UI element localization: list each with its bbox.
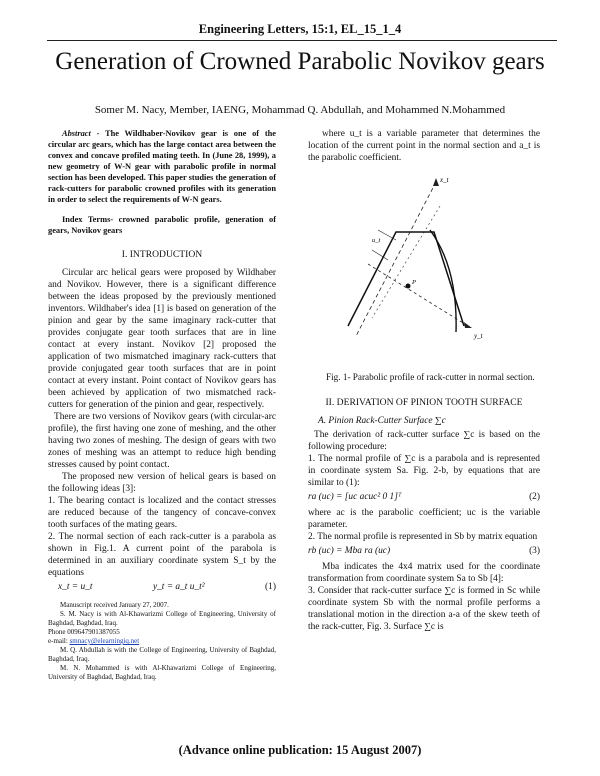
- footnote-email-line: [48, 637, 276, 646]
- point-p-marker: [406, 284, 411, 289]
- footnote-phone: Phone 009647901387055: [48, 628, 120, 636]
- yt-axis-line: [368, 264, 468, 326]
- equation-3-body: rb (uc) = Mba ra (uc): [308, 546, 391, 556]
- matrix-definition: Mba indicates the 4x4 matrix used for the coordinate transformation from coordinate system Sa to Sb [4]:: [308, 562, 540, 584]
- footnotes: [48, 601, 276, 682]
- yt-axis-arrow: [464, 322, 472, 328]
- figure-1-svg: [308, 168, 540, 368]
- equation-2: [308, 491, 540, 503]
- derivation-step-2: 2. The normal profile is represented in Sb by matrix equation: [308, 532, 538, 542]
- equation-3: [308, 545, 540, 557]
- equation-1-number: (1): [265, 582, 276, 592]
- abstract: [48, 128, 276, 205]
- xt-axis-line: [356, 182, 436, 336]
- ut-label: u_t: [372, 237, 381, 244]
- xt-axis-arrow: [433, 178, 439, 186]
- left-column: [48, 128, 276, 682]
- footnote-author-3: M. N. Mohammed is with Al-Khawarizmi College of Engineering, University of Baghdad, Baghdad, Iraq.: [48, 664, 276, 681]
- intro-paragraph-2: There are two versions of Novikov gears (with circular-arc profile), the first having one zone of meshing, and the other having two zones of meshing. The design of gears with two zones of meshing was an attempt to reduce high bending stresses caused by point contact.: [48, 412, 276, 470]
- parameter-definition: where u_t is a variable parameter that determines the location of the current point in the normal section and a_t is the parabolic coefficient.: [308, 129, 540, 163]
- derivation-paragraph-1: The derivation of rack-cutter surface ∑c is based on the following procedure:: [308, 430, 540, 452]
- index-terms: Index Terms- crowned parabolic profile, generation of gears, Novikov gears: [48, 215, 276, 235]
- equation-1-right: y_t = a_t u_t²: [152, 582, 205, 592]
- derivation-step-1: 1. The normal profile of ∑c is a parabola and is represented in coordinate system Sa. Fig. 2-b, by equations that are similar to (1):: [308, 454, 540, 488]
- publication-footer: (Advance online publication: 15 August 2007): [178, 743, 422, 757]
- footnote-author-1: S. M. Nacy is with Al-Khawarizmi College of Engineering, University of Baghdad, Baghdad, Iraq.: [48, 610, 276, 627]
- intro-list-item-1: 1. The bearing contact is localized and the contact stresses are reduced because of the tangency of concave-convex tooth surfaces of the mating gears.: [48, 496, 276, 530]
- subsection-heading-a: A. Pinion Rack-Cutter Surface ∑c: [318, 416, 446, 426]
- equation-1-left: x_t = u_t: [58, 582, 93, 592]
- equation-3-number: (3): [529, 546, 540, 556]
- derivation-step-3: 3. Consider that rack-cutter surface ∑c is formed in Sc while coordinate system Sb with the normal profile performs a translational motion in the direction a-a of the skew teeth of the rack-cutter, Fig. 3. Surface ∑c is: [308, 586, 540, 632]
- section-heading-derivation: II. DERIVATION OF PINION TOOTH SURFACE: [325, 397, 523, 408]
- abstract-text: - The Wildhaber-Novikov gear is one of the circular arc gears, which has the large contact area between the convex and concave profiled mating teeth. In (June 28, 1999), a new geometry of W-N gear with parabolic profile in normal section has been developed. This paper studies the generation of rack-cutters for parabolic crowned profiles with its generation in order to select the requirements of W-N gears.: [48, 129, 276, 204]
- intro-paragraph-3: The proposed new version of helical gears is based on the following ideas [3]:: [48, 472, 276, 494]
- equation-2-number: (2): [529, 492, 540, 502]
- paper-title: Generation of Crowned Parabolic Novikov gears: [55, 48, 545, 75]
- dimension-line-1: [378, 230, 396, 240]
- intro-paragraph-1: Circular arc helical gears were proposed by Wildhaber and Novikov. However, there is a significant difference between the ideas proposed by the previously mentioned inventors. Wildhaber's idea [1] is based on generation of the pinion and gear by the same imaginary rack-cutter that provides conjugate gear tooth surfaces that are in line contact at every instant. Novikov [2] proposed the application of two mismatched imaginary rack-cutters that provide conjugated gear tooth surfaces that are in point contact at every instant. Point contact of Novikov gears has been achieved by application of two mismatched rack-cutters for generation of the pinion and gear, respectively.: [48, 268, 276, 410]
- xt-axis-label: x_t: [440, 176, 449, 184]
- abstract-label: Abstract: [62, 129, 91, 138]
- rack-tooth-profile: [348, 232, 464, 326]
- author-email-link[interactable]: smnacy@elearningiq.net: [69, 637, 140, 645]
- figure-1-parabolic-profile: [308, 168, 540, 368]
- author-line: Somer M. Nacy, Member, IAENG, Mohammad Q. Abdullah, and Mohammed N.Mohammed: [94, 104, 506, 116]
- intro-list-item-2: 2. The normal section of each rack-cutter is a parabola as shown in Fig.1. A current point of the parabola is determined in an auxiliary coordinate system S_t by the equations: [48, 532, 276, 578]
- equation-2-where: where ac is the parabolic coefficient; uc is the variable parameter.: [308, 508, 540, 530]
- point-p-label: P: [412, 279, 416, 286]
- running-header: Engineering Letters, 15:1, EL_15_1_4: [198, 22, 402, 36]
- equation-2-body: ra (uc) = [uc acuc² 0 1]ᵀ: [308, 492, 402, 502]
- figure-1-caption: Fig. 1- Parabolic profile of rack-cutter in normal section.: [326, 372, 535, 382]
- header-rule: [47, 40, 557, 41]
- yt-axis-label: y_t: [474, 332, 483, 340]
- footnote-email-label: e-mail:: [48, 637, 70, 645]
- parabolic-profile-curve: [430, 230, 456, 332]
- footnote-author-2: M. Q. Abdullah is with the College of Engineering, University of Baghdad, Baghdad, Iraq.: [48, 646, 276, 663]
- section-heading-introduction: I. INTRODUCTION: [121, 249, 203, 260]
- auxiliary-dashed-line: [372, 206, 440, 318]
- equation-1: [48, 581, 276, 593]
- footnote-received: Manuscript received January 27, 2007.: [60, 601, 169, 609]
- right-column: [308, 128, 540, 633]
